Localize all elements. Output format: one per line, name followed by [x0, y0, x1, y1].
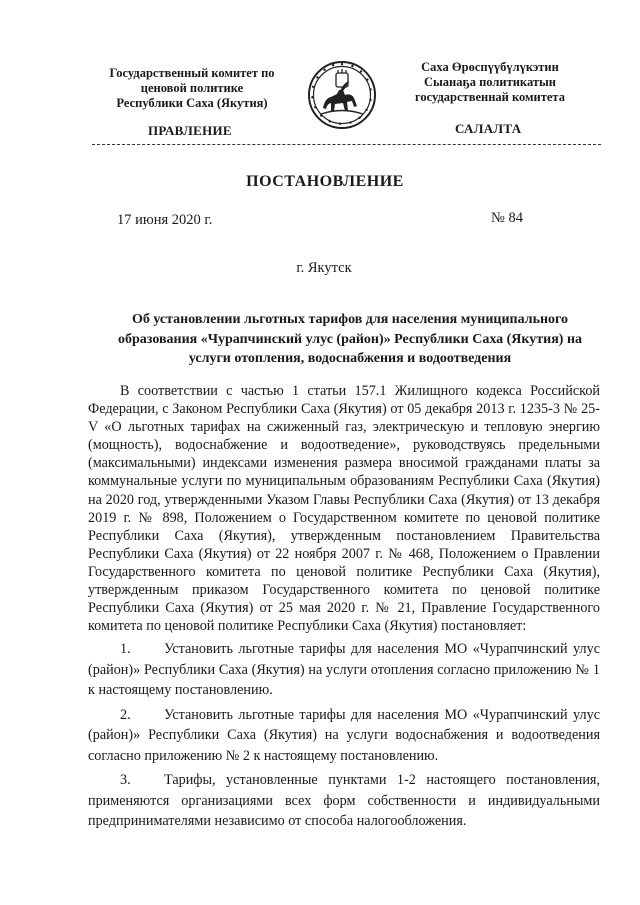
issuer-line: Республики Саха (Якутия) [116, 96, 268, 110]
board-label-sakha: САЛАЛТА [455, 121, 522, 136]
item-number: 2. [120, 706, 131, 723]
item-number: 1. [120, 641, 131, 658]
document-city: г. Якутск [296, 260, 352, 276]
document-subject: Об установлении льготных тарифов для населения муниципального образования «Чурапчинский улус (район)» Республики Саха (Якутия) на услуги отопления, водоснабжения и водоотведения [117, 312, 583, 366]
document-title: ПОСТАНОВЛЕНИЕ [246, 173, 404, 190]
issuer-name-sakha [392, 60, 588, 105]
preamble-paragraph: В соответствии с частью 1 статьи 157.1 Жилищного кодекса Российской Федерации, с Законом Республики Саха (Якутия) от 05 декабря 2013 г. 1235-3 № 25-V «О льготных тарифах на сжиженный газ, электрическую и тепловую энергию (мощность), водоснабжение и водоотведение», руководствуясь предельными (максимальными) индексами изменения размера вносимой гражданами платы за коммунальные услуги по муниципальным образованиям Республики Саха (Якутия) на 2020 год, утвержденными Указом Главы Республики Саха (Якутия) от 13 декабря 2019 г. № 898, Положением о Государственном комитете по ценовой политике Республики Саха (Якутия), утвержденным постановлением Правительства Республики Саха (Якутия) от 22 ноября 2007 г. № 468, Положением о Правлении Государственного комитета по ценовой политике Республики Саха (Якутия), утвержденным приказом Государственного комитета по ценовой политике Республики Саха (Якутия) от 25 мая 2020 г. № 21, Правление Государственного комитета по ценовой политике Республики Саха (Якутия) постановляет: [88, 383, 600, 635]
header-divider [92, 144, 601, 145]
issuer-line: Саха Өрөспүүбүлүкэтин [421, 60, 559, 74]
item-text: Установить льготные тарифы для населения МО «Чурапчинский улус (район)» Республики Саха (Якутия) на услуги водоснабжения и водоотведения согласно приложению № 2 к настоящему постановлению. [88, 706, 600, 764]
document-body [88, 382, 600, 832]
issuer-name-russian [92, 66, 292, 111]
board-label-russian: ПРАВЛЕНИЕ [148, 123, 232, 138]
sakha-coat-of-arms-icon [307, 60, 377, 130]
resolution-item [88, 705, 600, 767]
issuer-line: Государственный комитет по [109, 66, 275, 80]
resolution-item [88, 770, 600, 832]
issuer-line: Сыанаҕа политикатын [424, 75, 556, 89]
issuer-line: государственнай комитета [415, 90, 565, 104]
item-text: Установить льготные тарифы для населения МО «Чурапчинский улус (район)» Республики Саха (Якутия) на услуги отопления согласно приложению № 1 к настоящему постановлению. [88, 641, 600, 699]
item-text: Тарифы, установленные пунктами 1-2 настоящего постановления, применяются организациями всех форм собственности и индивидуальными предпринимателями независимо от способа налогообложения. [88, 772, 600, 830]
document-date: 17 июня 2020 г. [117, 212, 213, 228]
resolution-item [88, 639, 600, 701]
issuer-line: ценовой политике [140, 81, 244, 95]
item-number: 3. [120, 772, 131, 789]
document-number: № 84 [491, 210, 523, 226]
